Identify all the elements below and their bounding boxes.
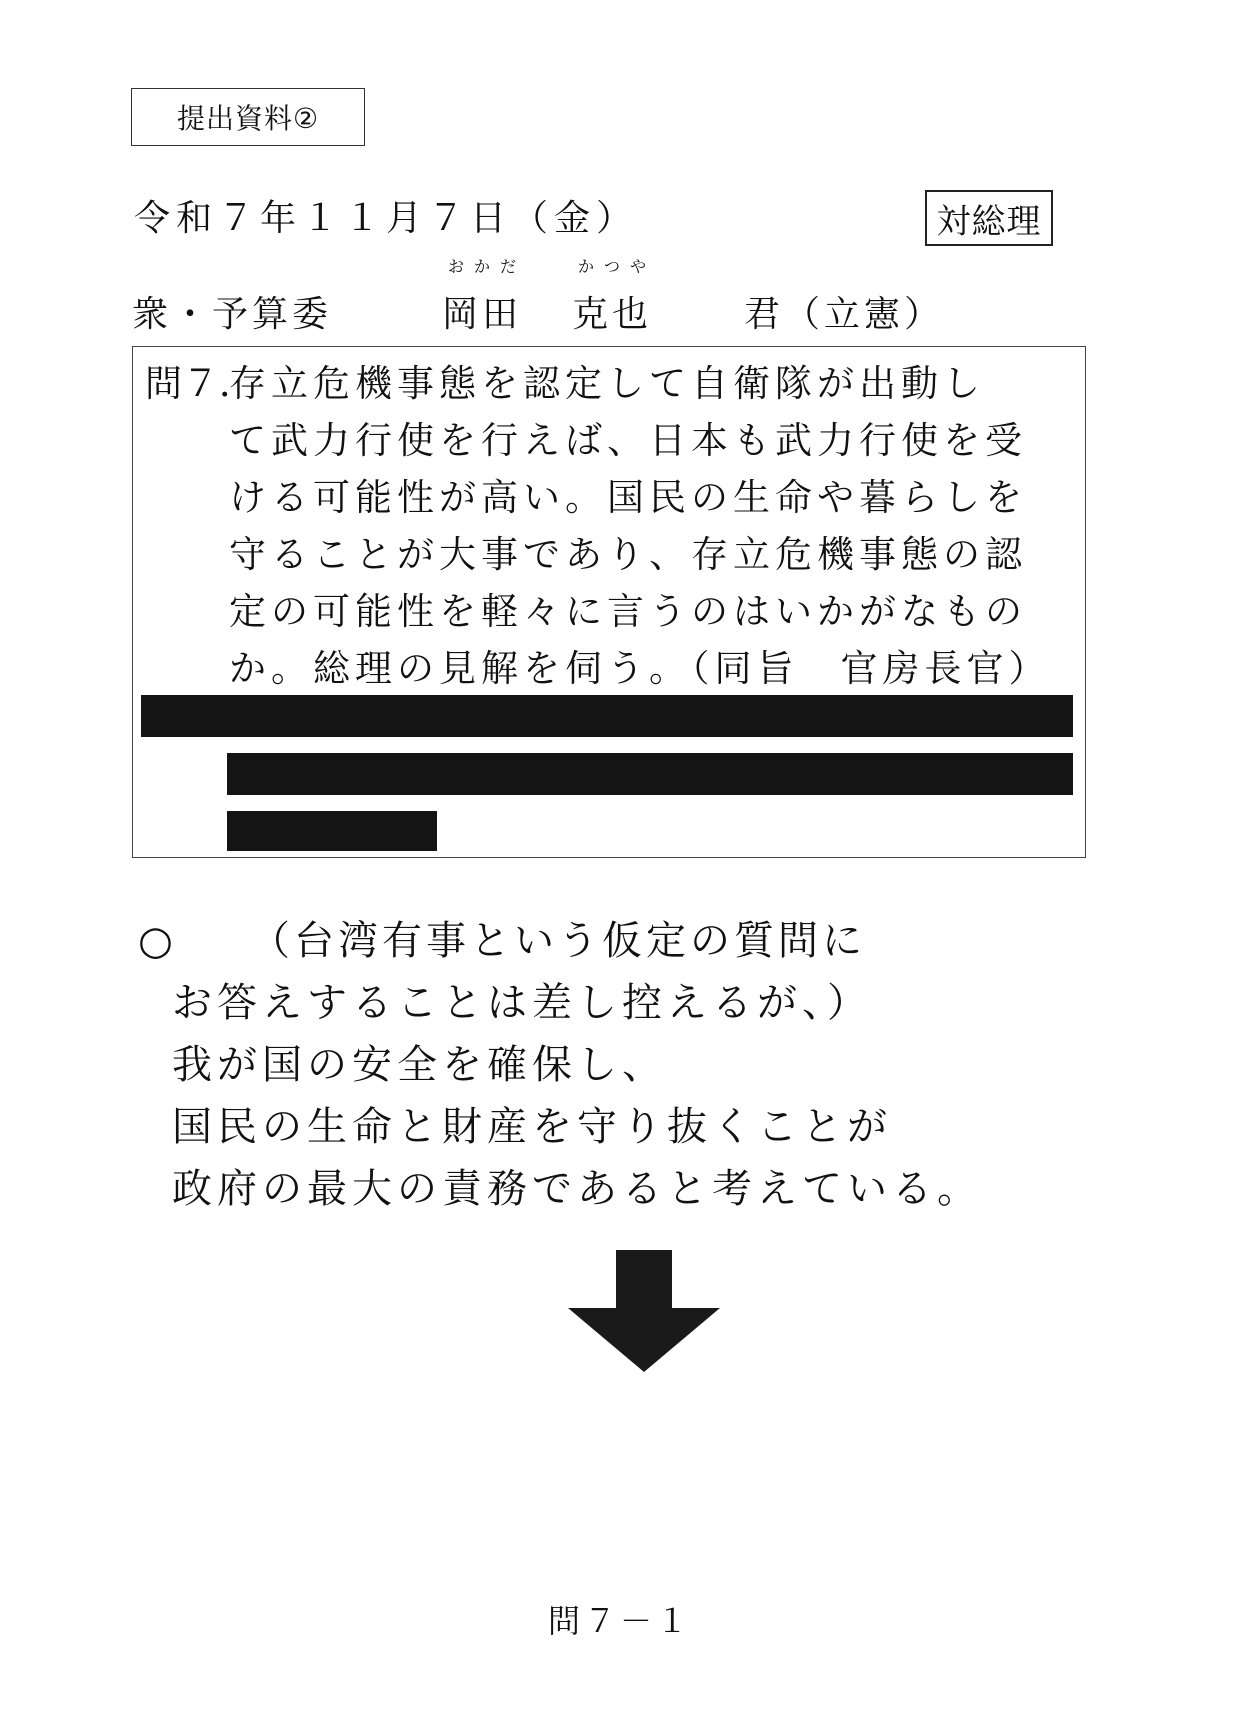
question-text: 存立危機事態を認定して自衛隊が出動し て武力行使を行えば、日本も武力行使を受 ける可能性が高い。国民の生命や暮らしを 守ることが大事であり、存立危機事態の認 定の可能性を軽々に言うのはいかがなもの か。総理の見解を伺う。（同旨 官房長官） [229, 362, 1051, 690]
redaction-bar [227, 753, 1073, 795]
given-name: 克也 [572, 294, 653, 335]
surname-ruby: おかだ [448, 257, 527, 276]
down-arrow-icon [568, 1250, 720, 1372]
surname: 岡田 [442, 294, 523, 335]
answer-mark: ○ [138, 918, 173, 964]
answer-first-line: （台湾有事という仮定の質問に [250, 918, 866, 964]
committee: 衆・予算委 [132, 294, 333, 335]
document-tag: 提出資料② [131, 88, 365, 146]
given-name-ruby: かつや [578, 257, 657, 276]
speaker-suffix: 君（立憲） [744, 294, 945, 335]
redaction-bar [227, 811, 437, 851]
target-badge: 対総理 [925, 190, 1053, 246]
question-label: 問７． [145, 362, 256, 405]
date: 令和７年１１月７日（金） [134, 198, 639, 239]
redaction-bar [141, 695, 1073, 737]
answer-text: お答えすることは差し控えるが、） 我が国の安全を確保し、 国民の生命と財産を守り抜くことが 政府の最大の責務であると考えている。 [172, 980, 982, 1212]
page-number: 問７－１ [547, 1602, 692, 1640]
question-box [132, 346, 1086, 858]
